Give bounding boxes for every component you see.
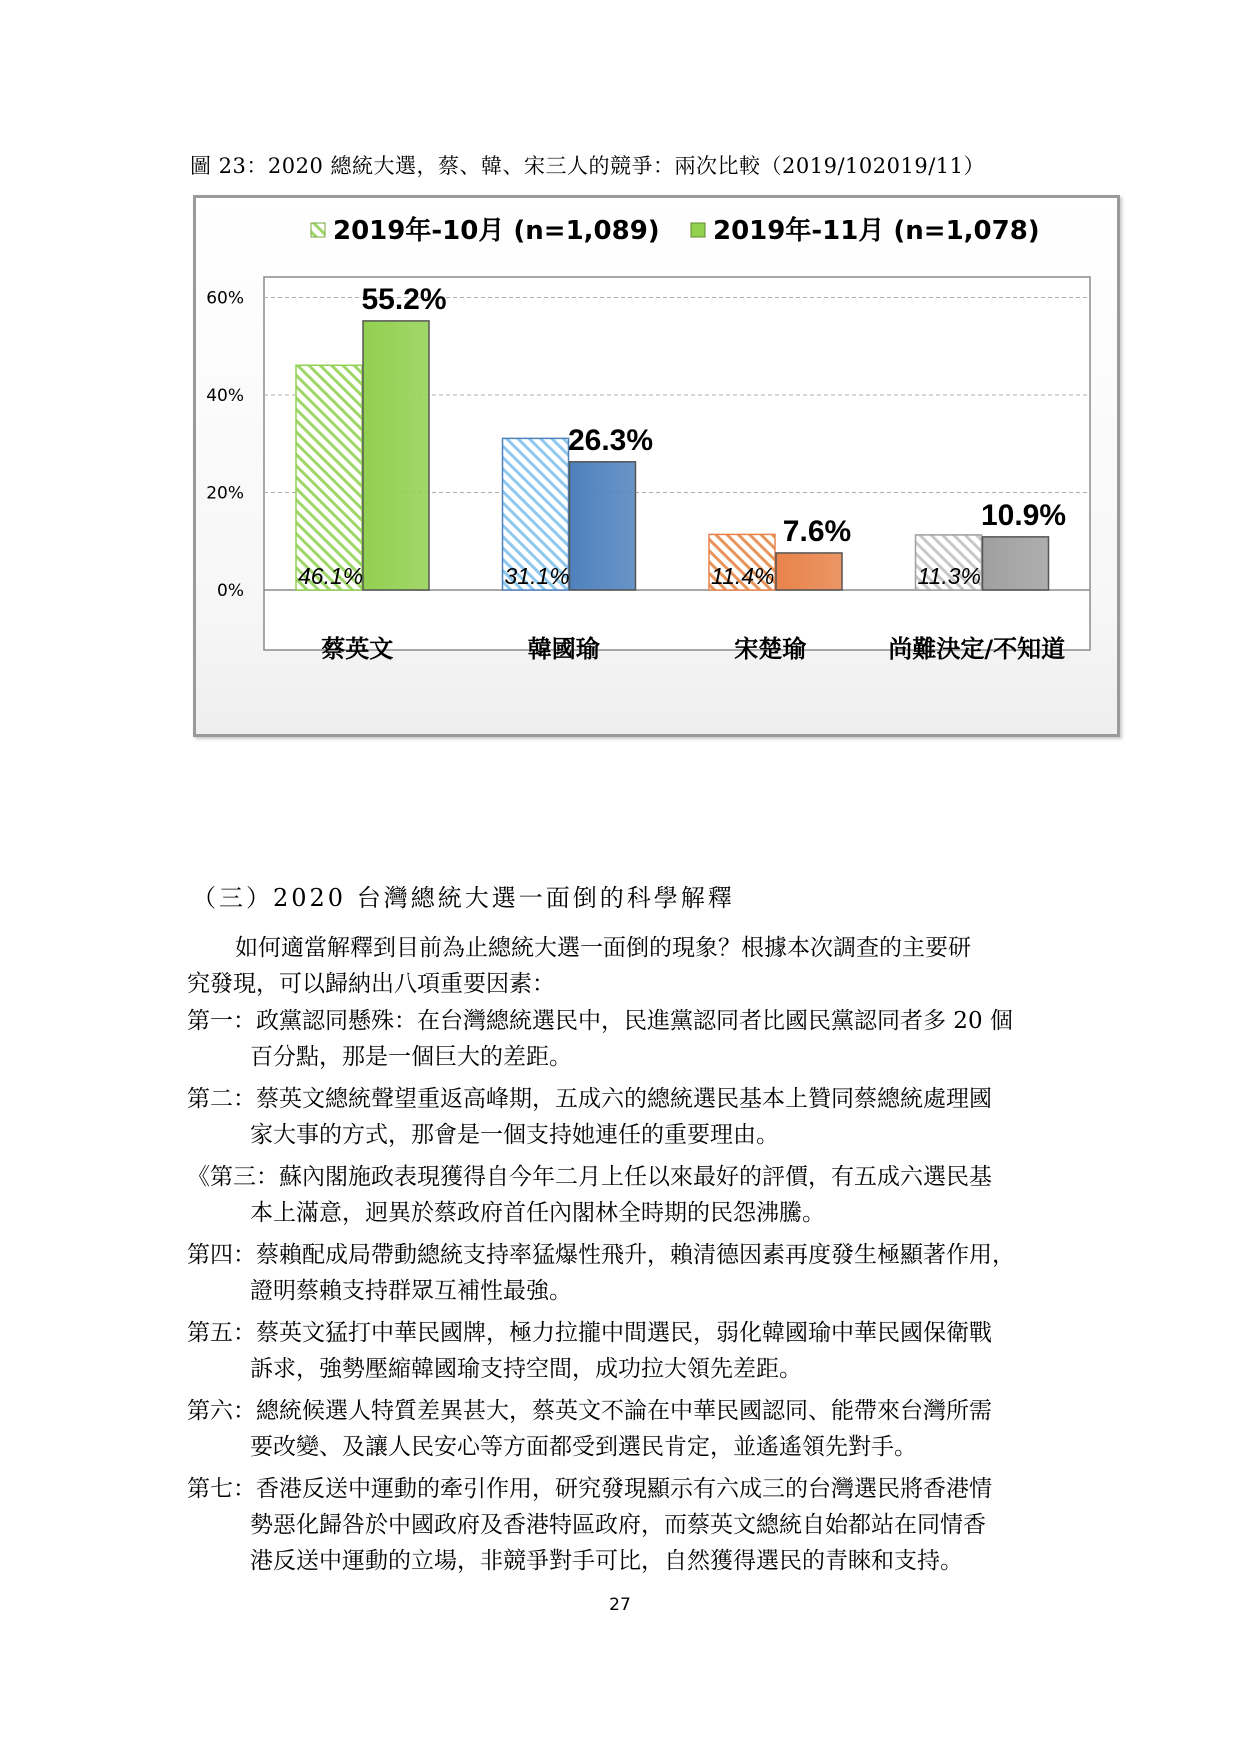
list-item-head: 第七： bbox=[187, 1476, 256, 1502]
list-item-line-1: 政黨認同懸殊：在台灣總統選民中，民進黨認同者比國民黨認同者多 20 個 bbox=[256, 1008, 1013, 1034]
chart-svg bbox=[196, 198, 1117, 734]
list-item-line-3: 港反送中運動的立場，非競爭對手可比，自然獲得選民的青睞和支持。 bbox=[250, 1548, 963, 1574]
intro-line-2: 究發現，可以歸納出八項重要因素： bbox=[187, 971, 555, 997]
list-item-line-2: 家大事的方式，那會是一個支持她連任的重要理由。 bbox=[250, 1122, 779, 1148]
data-label: 7.6% bbox=[782, 514, 852, 548]
data-label: 26.3% bbox=[567, 423, 654, 457]
list-item-line-1: 蘇內閣施政表現獲得自今年二月上任以來最好的評價，有五成六選民基 bbox=[279, 1164, 992, 1190]
list-item-head: 第四： bbox=[187, 1242, 256, 1268]
list-item-line-1: 總統候選人特質差異甚大，蔡英文不論在中華民國認同、能帶來台灣所需 bbox=[256, 1398, 992, 1424]
list-item-line-1: 蔡英文總統聲望重返高峰期，五成六的總統選民基本上贊同蔡總統處理國 bbox=[256, 1086, 992, 1112]
list-item-head: 《第三： bbox=[187, 1164, 279, 1190]
list-item-line-2: 本上滿意，迥異於蔡政府首任內閣林全時期的民怨沸騰。 bbox=[250, 1200, 825, 1226]
data-label: 11.4% bbox=[711, 563, 775, 589]
legend-swatch bbox=[311, 223, 325, 237]
data-label: 46.1% bbox=[298, 563, 364, 589]
bar bbox=[296, 365, 362, 590]
list-item-head: 第二： bbox=[187, 1086, 256, 1112]
y-tick-label: 20% bbox=[206, 483, 244, 504]
data-label: 11.3% bbox=[917, 563, 982, 589]
bar-chart bbox=[193, 195, 1120, 737]
x-category-label: 韓國瑜 bbox=[527, 635, 600, 663]
legend-entry: 2019年-11月 (n=1,078) bbox=[713, 216, 1040, 246]
bar bbox=[776, 553, 842, 590]
list-item bbox=[187, 1315, 1067, 1387]
data-label: 31.1% bbox=[504, 563, 570, 589]
list-item-line-2: 勢惡化歸咎於中國政府及香港特區政府，而蔡英文總統自始都站在同情香 bbox=[250, 1512, 986, 1538]
intro-line-1: 如何適當解釋到目前為止總統大選一面倒的現象？根據本次調查的主要研 bbox=[235, 935, 971, 961]
list-item bbox=[187, 1393, 1067, 1465]
list-item bbox=[187, 1237, 1067, 1309]
list-item-line-2: 證明蔡賴支持群眾互補性最強。 bbox=[250, 1278, 572, 1304]
list-item bbox=[187, 1159, 1067, 1231]
y-tick-label: 60% bbox=[206, 288, 244, 309]
data-label: 55.2% bbox=[361, 282, 447, 316]
list-item-line-2: 訴求，強勢壓縮韓國瑜支持空間，成功拉大領先差距。 bbox=[250, 1356, 802, 1382]
legend-entry: 2019年-10月 (n=1,089) bbox=[333, 216, 660, 246]
x-category-label: 宋楚瑜 bbox=[734, 635, 807, 663]
list-item-line-1: 蔡賴配成局帶動總統支持率猛爆性飛升，賴清德因素再度發生極顯著作用， bbox=[256, 1242, 1015, 1268]
chart-legend bbox=[311, 215, 1040, 246]
data-label: 10.9% bbox=[980, 498, 1067, 532]
y-axis-ticks bbox=[206, 289, 244, 602]
y-tick-label: 0% bbox=[217, 581, 244, 601]
bar bbox=[570, 462, 636, 590]
figure-caption: 圖 23：2020 總統大選，蔡、韓、宋三人的競爭：兩次比較（2019/102019/11） bbox=[190, 154, 985, 178]
list-item-head: 第一： bbox=[187, 1008, 256, 1034]
list-item-line-2: 百分點，那是一個巨大的差距。 bbox=[250, 1044, 572, 1070]
bar bbox=[983, 537, 1049, 590]
section-heading: （三）2020 台灣總統大選一面倒的科學解釋 bbox=[192, 884, 735, 912]
bar bbox=[363, 321, 429, 590]
page-number: 27 bbox=[609, 1595, 631, 1615]
list-item bbox=[187, 1081, 1067, 1153]
legend-swatch bbox=[691, 223, 705, 237]
list-item-line-2: 要改變、及讓人民安心等方面都受到選民肯定，並遙遙領先對手。 bbox=[250, 1434, 917, 1460]
list-item-line-1: 蔡英文猛打中華民國牌，極力拉攏中間選民，弱化韓國瑜中華民國保衛戰 bbox=[256, 1320, 992, 1346]
x-category-label: 蔡英文 bbox=[321, 635, 394, 663]
intro-paragraph bbox=[187, 930, 1057, 1002]
list-item-line-1: 香港反送中運動的牽引作用，研究發現顯示有六成三的台灣選民將香港情 bbox=[256, 1476, 992, 1502]
list-item bbox=[187, 1471, 1067, 1579]
list-item bbox=[187, 1003, 1067, 1075]
list-item-head: 第五： bbox=[187, 1320, 256, 1346]
x-category-label: 尚難決定/不知道 bbox=[888, 635, 1066, 663]
list-item-head: 第六： bbox=[187, 1398, 256, 1424]
y-tick-label: 40% bbox=[206, 386, 244, 406]
